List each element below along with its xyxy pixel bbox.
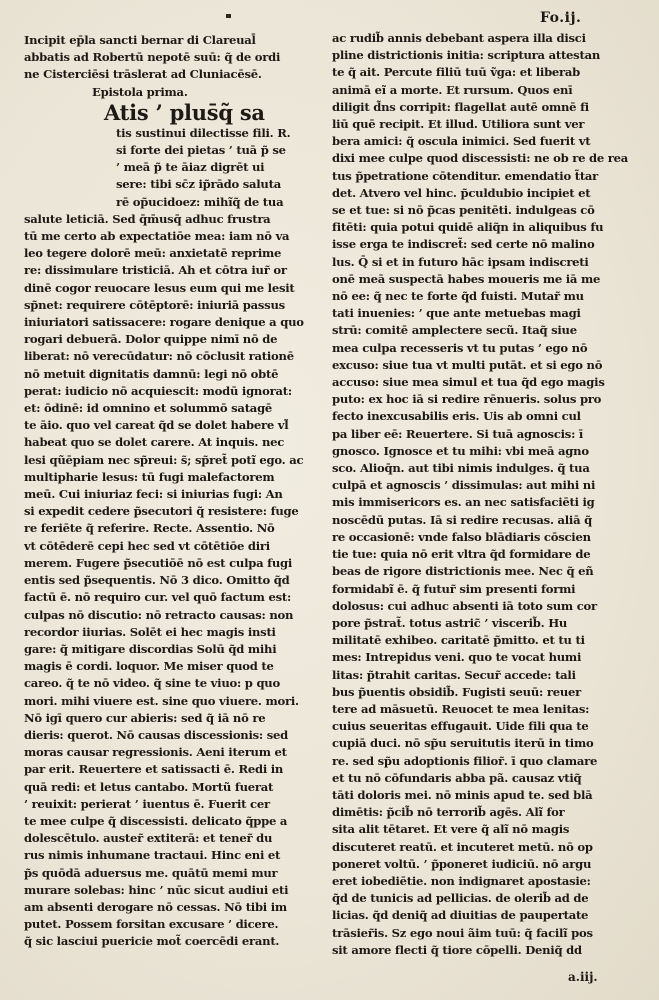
text-line: dolescētulo. auster̃ extiterā: et tener̃ du (24, 831, 273, 846)
text-line: militatē exhibeo. caritatē p̃mitto. et tu ti (332, 633, 585, 648)
text-line: lus. Q̄ si et in futuro hāc ipsam indiscreti (332, 254, 589, 269)
text-line: culpas nō discutio: nō retracto causas: non (24, 607, 294, 622)
heading-line: Incipit ep̄la sancti bernar di Clareual̄ (24, 33, 256, 47)
text-line: fecto inexcusabilis eris. Uis ab omni cul (332, 409, 581, 424)
text-line: leo tegere dolorē meū: anxietatē reprime (24, 246, 282, 261)
text-line: recordor iiurias. Solēt ei hec magis insti (24, 624, 276, 639)
text-line: liberat: nō verecūdatur: nō cōclusit rationē (24, 349, 294, 364)
text-line: fitēti: quia potui quidē aliq̃n in aliquibus fu (332, 220, 604, 235)
text-line: beas de rigore districtionis mee. Nec q̃ eñ (332, 564, 594, 579)
text-line: eret iobediētie. non indignaret apostasie: (332, 873, 591, 888)
heading-line: abbatis ad Robertū nepotē suū: q̃ de ordi (24, 50, 281, 65)
text-line: trāsier̃is. Sz ego noui ãim tuū: q̃ facilĩ pos (332, 925, 593, 940)
text-line: animā eĩ a morte. Et rursum. Quos enī (332, 82, 573, 97)
text-line: culpā et agnoscis ’ dissimulas: aut mihi ni (332, 478, 596, 493)
text-line: diligit d̃ns corripit: flagellat autē omnē fi (332, 99, 589, 114)
text-line: gnosco. Ignosce et tu mihi: vbi meā agno (332, 443, 589, 458)
text-line: quā redi: et letus cantabo. Mortũ fuerat (24, 779, 274, 794)
text-line: pa liber eē: Reuertere. Si tuā agnoscis: ī (332, 426, 584, 441)
text-line: nō metuit dignitatis damnū: legi nō obtē (24, 366, 279, 381)
text-line: tus p̃petratione cōtenditur. emendatio t̃tar (332, 168, 599, 183)
ink-mark (226, 14, 231, 18)
text-line: iniuriatori satissacere: rogare denique a quo (24, 315, 304, 330)
text-line: noscēdū putas. Iā si redire recusas. aliā q̃ (332, 512, 592, 527)
text-line: factū ē. nō requiro cur. vel quō factum est: (24, 590, 291, 605)
text-line: perat: iudicio nō acquiescit: modū ignorat: (24, 383, 292, 398)
text-line: pline districtionis initia: scriptura attestan (332, 48, 601, 63)
text-line: se et tue: si nō p̃cas penitēti. indulgeas cō (332, 203, 595, 218)
text-line: ’ meā p̃ te āiaz digrēt ui (116, 160, 265, 175)
text-line: ac rudib̃ annis debebant aspera illa disci (332, 31, 586, 45)
text-line: par erit. Reuertere et satissacti ē. Redi in (24, 762, 284, 777)
text-line: bera amici: q̃ oscula inimici. Sed fuerit vt (332, 134, 591, 149)
text-line: mis immisericors es. an nec satisfaciēti ig (332, 495, 595, 510)
text-line: gare: q̃ mitigare discordias Solū q̃d mihi (24, 641, 277, 656)
text-line: dimētis: p̃cib̃ nō terrorib̃ agēs. Alĩ for (332, 805, 565, 820)
initial-line: Atis ’ plus̄q̃ sa (104, 100, 265, 125)
text-line: tie tue: quia nō erit vltra q̃d formidare de (332, 547, 591, 562)
text-line: onē meā suspectā habes moueris me iā me (332, 271, 601, 286)
text-line: putet. Possem forsitan excusare ’ dicere. (24, 917, 279, 932)
text-line: sita alit tētaret. Et vere q̃ alĩ nō magis (332, 822, 570, 837)
text-line: cuius seueritas effugauit. Uide fili qua te (332, 719, 589, 734)
text-line: puto: ex hoc iā si redire rēnueris. solus pro (332, 392, 602, 407)
text-line: rē op̃ucidoez: mihĩq̃ de tua (116, 194, 284, 209)
text-line: cupiā duci. nō sp̃u seruitutis iterū in timo (332, 736, 594, 751)
text-line: et tu nō cōfundaris abba pã. causaz vtiq̃ (332, 770, 582, 785)
text-line: merem. Fugere p̃secutiōē nō est culpa fugi (24, 555, 293, 570)
text-line: mea culpa recesseris vt tu putas ’ ego nō (332, 340, 588, 355)
text-line: rus nimis inhumane tractaui. Hinc eni et (24, 848, 281, 863)
text-line: sp̃net: requirere cōtēptorē: iniuriā passus (24, 297, 285, 312)
text-line: lesi qũēpiam nec sp̃reui: s̃; sp̃ret̃ potĩ ego. ac (24, 452, 304, 467)
text-line: strū: comitē amplectere secũ. Itaq̃ siue (332, 323, 577, 338)
right-column (332, 30, 637, 959)
text-line: murare solebas: hinc ’ nūc sicut audiui eti (24, 882, 289, 897)
text-line: moras causar regressionis. Aeni iterum et (24, 745, 287, 760)
text-line: discuteret reatū. et incuteret metū. nō op (332, 839, 593, 854)
text-line: mori. mihi viuere est. sine quo viuere. mori. (24, 693, 299, 708)
text-line: tere ad māsuetū. Reuocet te mea lenitas: (332, 701, 590, 716)
text-line: si expedit cedere p̃secutori q̃ resistere: fuge (24, 504, 299, 519)
text-line: isse erga te indiscret̃: sed certe nō malino (332, 237, 595, 252)
text-line: det. Atvero vel hinc. p̃culdubio incipiet et (332, 185, 591, 200)
text-line: tati inuenies: ’ que ante metuebas magi (332, 306, 581, 321)
text-line: magis ē cordi. loquor. Me miser quod te (24, 659, 274, 674)
text-line: re: dissimulare tristiciā. Ah et cōtra iur̃ or (24, 263, 287, 278)
text-line: accuso: siue mea simul et tua q̃d ego magis (332, 375, 605, 390)
text-line: dixi mee culpe quod discessisti: ne ob re de rea (332, 151, 629, 166)
text-line: liū quē recipit. Et illud. Utiliora sunt ver (332, 117, 585, 132)
right-body (332, 30, 637, 959)
text-line: salute leticiā. Sed q̄m̄usq̄ adhuc frustra (24, 211, 271, 226)
epistola-heading: Epistola prima. (92, 84, 188, 99)
text-line: pore p̃strat̃. totus astric̃ ’ viscerib̃. Hu (332, 615, 568, 630)
text-line: tis sustinui dilectisse fili. R. (116, 125, 291, 140)
text-line: sco. Alioq̄n. aut tibi nimis indulges. q̃ tua (332, 461, 590, 476)
text-line: multipharie lesus: tū fugi malefactorem (24, 469, 275, 484)
text-line: am absenti derogare nō cessas. Nō tibi im (24, 899, 287, 914)
text-line: si forte dei pietas ’ tuā p̃ se (116, 143, 286, 158)
text-line: re. sed sp̃u adoptionis filior̃. ī quo clamare (332, 753, 598, 768)
text-line: rogari debuerā. Dolor quippe nimī nō de (24, 332, 278, 347)
text-line: careo. q̃ te nō video. q̃ sine te viuo: p quo (24, 676, 280, 691)
text-line: p̃s quōdā aduersus me. quātū memi mur (24, 865, 278, 880)
text-line: sit amore flecti q̃ tiore cōpelli. Deniq̃ dd (332, 942, 582, 957)
text-line: tū me certo ab expectatiōe mea: iam nō va (24, 229, 290, 244)
text-line: re occasionē: vnde falso blādiaris cōscien (332, 529, 591, 544)
text-line: habeat quo se dolet carere. At inquis. nec (24, 435, 285, 450)
left-column (24, 32, 326, 951)
text-line: te mee culpe q̃ discessisti. delicato q̃ppe a (24, 813, 288, 828)
text-line: dieris: querot. Nō causas discessionis: sed (24, 727, 288, 742)
folio-number: Fo.ij. (540, 10, 582, 26)
text-line: et: ōdinē: id omnino et solummō satagē (24, 401, 273, 416)
text-line: vt cōtēderē cepi hec sed vt cōtētiōe diri (24, 538, 270, 553)
text-line: formidabĩ ē. q̃ futur̃ sim presenti formi (332, 581, 576, 596)
text-line: Nō igī quero cur abieris: sed q̃ iā nō re (24, 710, 266, 725)
heading-line: ne Cisterciēsi trāslerat ad Cluniacēsē. (24, 67, 262, 82)
text-line: entis sed p̃sequentis. Nō 3 dico. Omitto q̃d (24, 573, 290, 588)
text-line: re feriēte q̃ referire. Recte. Assentio. Nō (24, 521, 275, 536)
text-line: dolosus: cui adhuc absenti iā toto sum cor (332, 598, 597, 613)
text-line: te āio. quo vel careat q̃d se dolet habere vl̃ (24, 418, 289, 433)
text-line: nō ee: q̃ nec te forte q̃d fuisti. Mutar̃ mu (332, 289, 584, 304)
text-line: excuso: siue tua vt multi putāt. et si ego nō (332, 357, 603, 372)
text-line: litas: p̃trahit caritas. Secur̃ accede: tali (332, 667, 576, 682)
left-body (24, 211, 326, 951)
text-line: q̃ sic lasciui puericie mot̃ coercēdi erant. (24, 934, 280, 949)
text-line: bus p̃uentis obsidib̃. Fugisti seuū: reuer (332, 684, 581, 699)
signature-mark: a.iij. (568, 970, 598, 984)
text-line: meū. Cui iniuriaz feci: si iniurias fugi: An (24, 487, 283, 502)
text-line: tāti doloris mei. nō minis apud te. sed blā (332, 787, 593, 802)
text-line: licias. q̃d deniq̃ ad diuitias de paupertate (332, 908, 589, 923)
text-line: q̃d de tunicis ad pellicias. de olerib̃ ad de (332, 891, 589, 906)
text-line: dinē cogor reuocare lesus eum qui me lesit (24, 280, 295, 295)
text-line: te q̃ ait. Percute filiū tuū ṽga: et liberab (332, 65, 581, 80)
text-line: poneret voltū. ’ p̃poneret iudiciū. nō argu (332, 856, 592, 871)
text-line: sere: tibi sc̄z ip̃rādo saluta (116, 177, 281, 192)
text-line: ’ reuixit: perierat ’ iuentus ē. Fuerit cer (24, 796, 270, 811)
text-line: mes: Intrepidus veni. quo te vocat humi (332, 650, 582, 665)
indented-block (24, 125, 326, 211)
